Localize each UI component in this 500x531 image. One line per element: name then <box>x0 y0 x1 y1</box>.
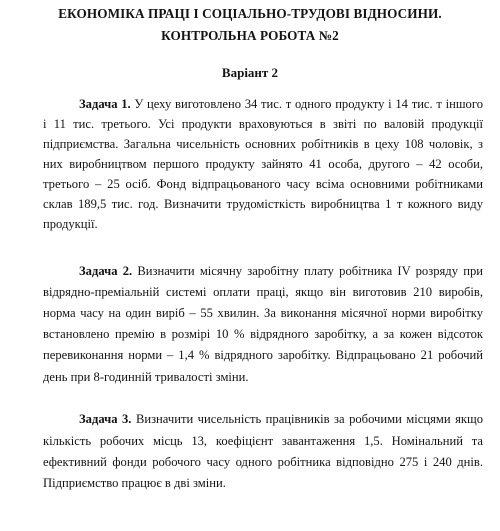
task-line: третього – 25 осіб. Фонд відпрацьованого часу всіма основними робітниками <box>43 177 483 191</box>
task-line: день при 8-годинній тривалості зміни. <box>43 370 249 384</box>
task-line: встановлено премію в розмірі 10 % відрядного заробітку, а за кожен відсоток <box>43 327 483 341</box>
task-line: відрядно-преміальній системі оплати праці, якщо він виготовив 210 виробів, <box>43 285 483 299</box>
task-label: Задача 1. <box>79 97 131 111</box>
task-line: і 11 тис. третього. Усі продукти враховуються в звіті по валовій продукції <box>43 117 483 131</box>
task-line: ефективний фонди робочого часу одного робітника відповідно 275 і 240 днів. <box>43 455 483 469</box>
document-title-line-1: ЕКОНОМІКА ПРАЦІ І СОЦІАЛЬНО-ТРУДОВІ ВІДНОСИНИ. <box>58 6 442 21</box>
variant-heading: Варіант 2 <box>221 65 279 80</box>
task-line: норма часу на один виріб – 55 хвилин. За виконання місячної норми виробітку <box>43 306 483 320</box>
task-text: Визначити місячну заробітну плату робітника IV розряду при <box>132 264 483 278</box>
task-line <box>79 410 483 428</box>
task-line: підприємства. Загальна чисельність основних робітників в цеху 108 чоловік, з <box>43 137 483 151</box>
task-text: У цеху виготовлено 34 тис. т одного продукту і 14 тис. т іншого <box>130 97 483 111</box>
task-line <box>79 95 483 113</box>
task-line: перевиконання норми – 1,4 % відрядного заробітку. Відпрацьовано 21 робочий <box>43 348 483 362</box>
task-line: кількість робочих місць 13, коефіцієнт завантаження 1,5. Номінальний та <box>43 434 483 448</box>
task-line: продукції. <box>43 217 98 231</box>
task-line: них виробництвом першого продукту зайнято 41 особа, другого – 42 особи, <box>43 157 483 171</box>
task-label: Задача 3. <box>79 412 132 426</box>
task-label: Задача 2. <box>79 264 133 278</box>
task-text: Визначити чисельність працівників за робочими місцями якщо <box>131 412 484 426</box>
task-line: склав 189,5 тис. год. Визначити трудомісткість виробництва 1 т кожного виду <box>43 197 483 211</box>
task-line: Підприємство працює в дві зміни. <box>43 476 226 490</box>
task-line <box>79 262 483 280</box>
document-title-line-2: КОНТРОЛЬНА РОБОТА №2 <box>161 28 339 43</box>
